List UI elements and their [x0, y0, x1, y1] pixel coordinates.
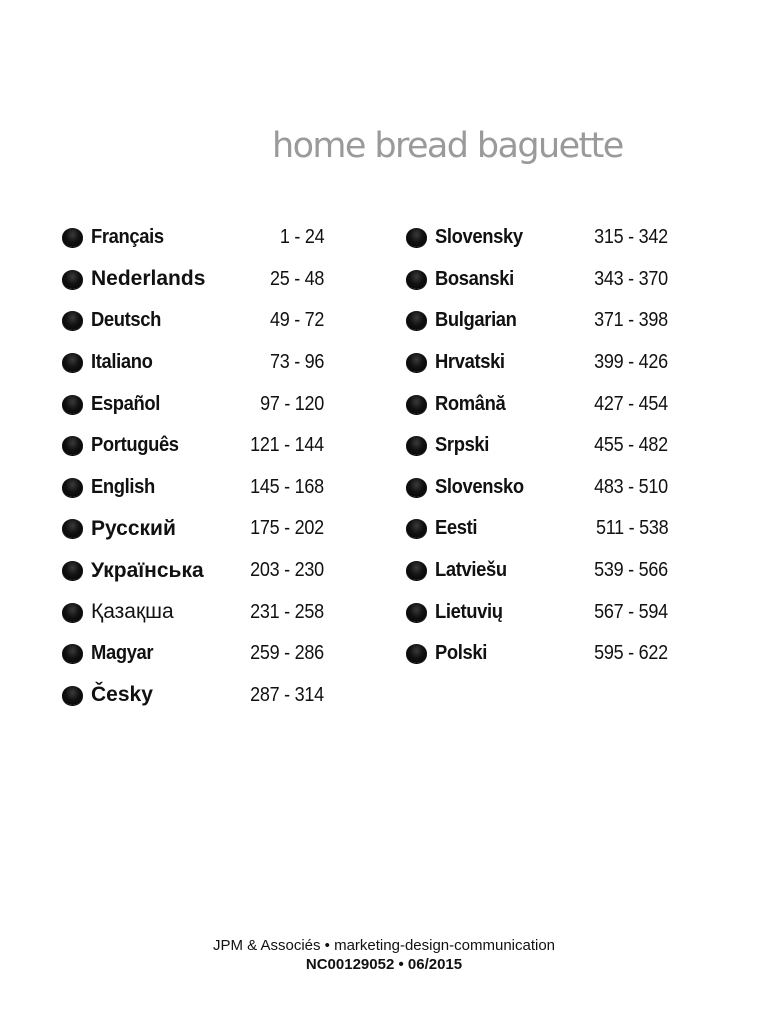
page-range: 371 - 398 [594, 309, 668, 332]
bullet-icon [406, 228, 427, 247]
language-entry [406, 467, 668, 509]
language-name: English [91, 475, 155, 498]
language-entry [406, 300, 668, 342]
language-name: Español [91, 392, 160, 415]
bullet-icon [62, 603, 83, 622]
page-range: 399 - 426 [594, 351, 668, 374]
language-name: Português [91, 434, 179, 457]
language-index-right [406, 217, 668, 675]
bullet-icon [406, 353, 427, 372]
language-name: Hrvatski [435, 351, 505, 374]
language-name: Srpski [435, 434, 490, 457]
language-name: Русский [91, 516, 176, 540]
page-range: 203 - 230 [250, 559, 324, 582]
bullet-icon [62, 311, 83, 330]
language-name: Nederlands [91, 267, 206, 291]
language-entry [406, 508, 668, 550]
page-range: 145 - 168 [250, 475, 324, 498]
page-range: 483 - 510 [594, 475, 668, 498]
page-range: 49 - 72 [269, 309, 324, 332]
language-entry [62, 675, 324, 717]
language-name: Slovensko [435, 475, 524, 498]
bullet-icon [62, 519, 83, 538]
language-name: Latviešu [435, 559, 507, 582]
bullet-icon [406, 436, 427, 455]
language-name: Deutsch [91, 309, 162, 332]
bullet-icon [62, 436, 83, 455]
bullet-icon [62, 478, 83, 497]
page-range: 175 - 202 [250, 517, 324, 540]
language-name: Українська [91, 558, 204, 582]
bullet-icon [406, 519, 427, 538]
language-entry [406, 591, 668, 633]
language-entry [62, 425, 324, 467]
language-name: Bulgarian [435, 309, 517, 332]
language-entry [406, 342, 668, 384]
bullet-icon [62, 395, 83, 414]
page-range: 595 - 622 [594, 642, 668, 665]
bullet-icon [62, 686, 83, 705]
page-range: 427 - 454 [594, 392, 668, 415]
page-range: 539 - 566 [594, 559, 668, 582]
language-name: Magyar [91, 642, 154, 665]
language-entry [62, 217, 324, 259]
bullet-icon [62, 561, 83, 580]
bullet-icon [62, 228, 83, 247]
language-index-left [62, 217, 324, 716]
bullet-icon [406, 644, 427, 663]
language-name: Қазақша [91, 600, 174, 624]
language-entry [62, 259, 324, 301]
page-range: 121 - 144 [250, 434, 324, 457]
page-range: 567 - 594 [594, 600, 668, 623]
page-range: 511 - 538 [595, 517, 668, 540]
bullet-icon [62, 644, 83, 663]
bullet-icon [406, 478, 427, 497]
bullet-icon [62, 353, 83, 372]
language-entry [406, 633, 668, 675]
language-entry [406, 383, 668, 425]
language-entry [62, 591, 324, 633]
bullet-icon [406, 561, 427, 580]
language-entry [62, 550, 324, 592]
language-entry [406, 550, 668, 592]
footer [0, 936, 768, 974]
page-range: 97 - 120 [260, 392, 324, 415]
language-entry [62, 467, 324, 509]
language-name: Français [91, 226, 164, 249]
page-range: 315 - 342 [594, 226, 668, 249]
language-entry [406, 425, 668, 467]
language-entry [406, 259, 668, 301]
language-entry [62, 633, 324, 675]
page-range: 1 - 24 [279, 226, 324, 249]
language-entry [62, 508, 324, 550]
page-range: 259 - 286 [250, 642, 324, 665]
language-entry [62, 342, 324, 384]
language-entry [62, 383, 324, 425]
language-name: Bosanski [435, 267, 514, 290]
footer-agency-line: JPM & Associés • marketing-design-communication [212, 937, 556, 954]
language-name: Română [435, 392, 506, 415]
bullet-icon [406, 270, 427, 289]
language-name: Polski [435, 642, 488, 665]
language-name: Česky [91, 683, 153, 707]
language-entry [62, 300, 324, 342]
language-name: Lietuvių [435, 600, 503, 623]
language-name: Slovensky [435, 226, 523, 249]
language-name: Italiano [91, 351, 153, 374]
bullet-icon [406, 311, 427, 330]
language-entry [406, 217, 668, 259]
page-range: 287 - 314 [250, 683, 324, 706]
page-range: 455 - 482 [594, 434, 668, 457]
page-range: 231 - 258 [250, 600, 324, 623]
bullet-icon [406, 603, 427, 622]
page-range: 343 - 370 [594, 267, 668, 290]
bullet-icon [62, 270, 83, 289]
page-range: 73 - 96 [269, 351, 324, 374]
document-title: home bread baguette [272, 126, 623, 166]
footer-reference-line: NC00129052 • 06/2015 [305, 956, 463, 973]
language-name: Eesti [435, 517, 478, 540]
bullet-icon [406, 395, 427, 414]
page-range: 25 - 48 [269, 267, 324, 290]
